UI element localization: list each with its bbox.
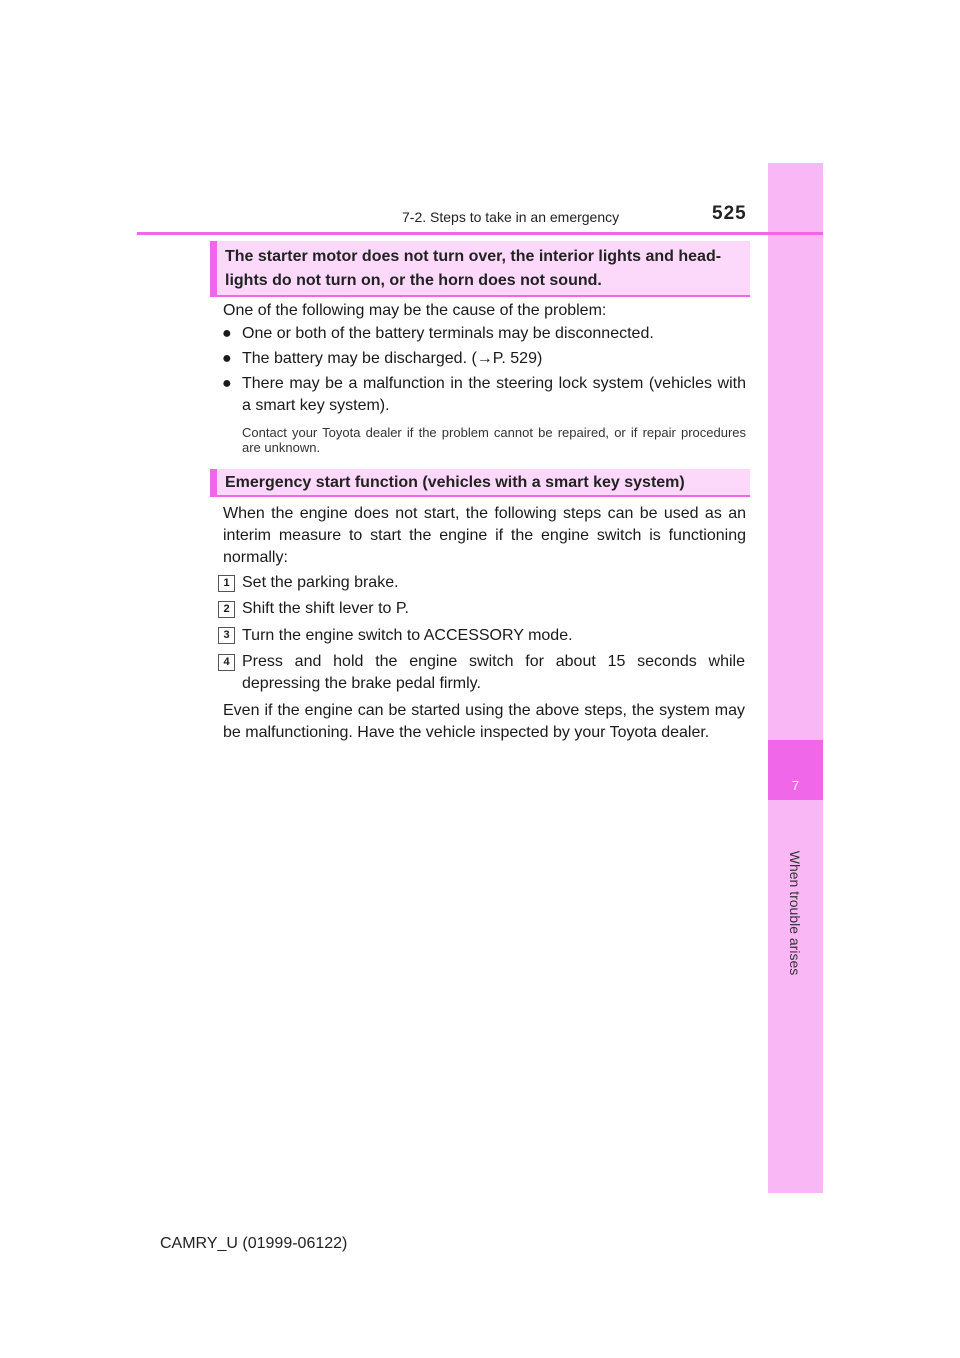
heading-emergency-start: Emergency start function (vehicles with a smart key system) [210, 469, 750, 497]
step-number-4: 4 [218, 654, 235, 671]
step-number-1: 1 [218, 575, 235, 592]
bullet-icon: ● [222, 350, 232, 367]
heading-line-1: The starter motor does not turn over, the interior lights and head- [225, 248, 722, 265]
chapter-title: When trouble arises [787, 850, 803, 976]
bullet-item-1: One or both of the battery terminals may be disconnected. [242, 325, 654, 342]
chapter-side-tab [768, 163, 823, 1193]
bullet-item-3: There may be a malfunction in the steering lock system (vehicles with a smart key system). [242, 375, 746, 414]
bullet-icon: ● [222, 375, 232, 392]
section2-intro: When the engine does not start, the following steps can be used as an interim measure to start the engine if the engine switch is functioning normally: [223, 505, 746, 566]
heading-starter-problem [210, 241, 750, 297]
section-title: 7-2. Steps to take in an emergency [402, 209, 620, 225]
step-text-2: Shift the shift lever to P. [242, 600, 409, 617]
model-code: CAMRY_U (01999-06122) [160, 1235, 348, 1252]
section2-closing: Even if the engine can be started using the above steps, the system may be malfunctioning. Have the vehicle inspected by your Toyota dealer. [223, 702, 745, 741]
section1-note: Contact your Toyota dealer if the problem cannot be repaired, or if repair procedures are unknown. [242, 425, 746, 455]
header-rule [137, 232, 823, 235]
bullet-icon: ● [222, 325, 232, 342]
section1-intro: One of the following may be the cause of the problem: [223, 302, 607, 319]
step-number-2: 2 [218, 601, 235, 618]
bullet-item-2: The battery may be discharged. (→P. 529) [242, 350, 543, 367]
heading-line-2: lights do not turn on, or the horn does not sound. [225, 272, 602, 289]
step-text-4: Press and hold the engine switch for about 15 seconds while depressing the brake pedal firmly. [242, 653, 745, 692]
chapter-number: 7 [791, 778, 800, 793]
step-number-3: 3 [218, 627, 235, 644]
step-text-3: Turn the engine switch to ACCESSORY mode. [242, 627, 573, 644]
page-number: 525 [712, 203, 747, 224]
step-text-1: Set the parking brake. [242, 574, 399, 591]
